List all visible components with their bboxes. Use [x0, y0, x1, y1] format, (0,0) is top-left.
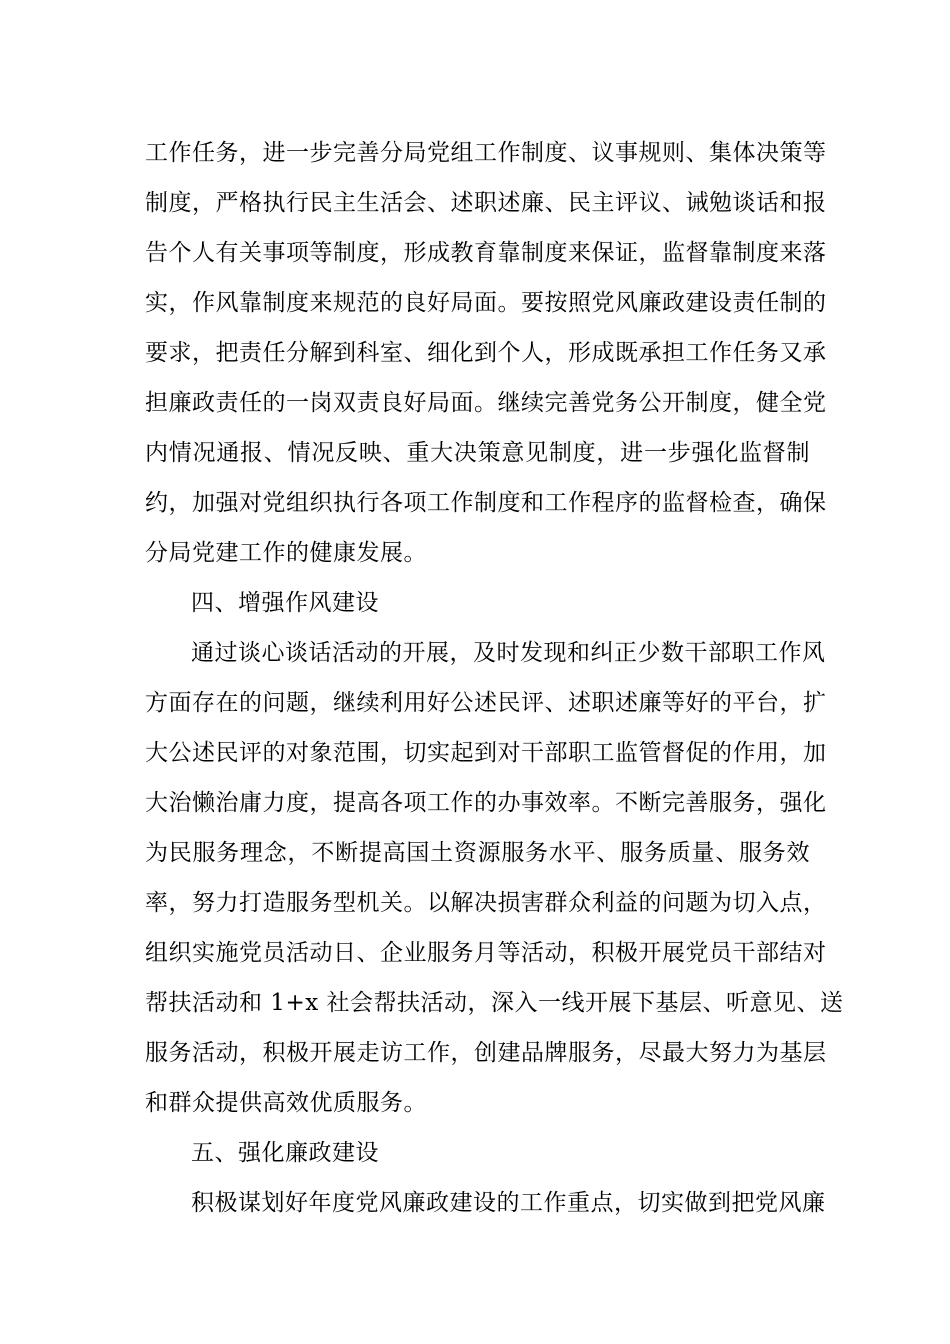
- text-line: 服务活动，积极开展走访工作，创建品牌服务，尽最大努力为基层: [145, 1040, 827, 1066]
- text-line: 组织实施党员活动日、企业服务月等活动，积极开展党员干部结对: [145, 940, 827, 966]
- text-line: 制度，严格执行民主生活会、述职述廉、民主评议、诫勉谈话和报: [145, 190, 827, 216]
- section-heading: 四、增强作风建设: [191, 590, 379, 616]
- text-line: 担廉政责任的一岗双责良好局面。继续完善党务公开制度，健全党: [145, 390, 827, 416]
- text-line: 实，作风靠制度来规范的良好局面。要按照党风廉政建设责任制的: [145, 290, 827, 316]
- section-heading: 五、强化廉政建设: [191, 1140, 379, 1166]
- text-line: 工作任务，进一步完善分局党组工作制度、议事规则、集体决策等: [145, 140, 827, 166]
- text-line: 要求，把责任分解到科室、细化到个人，形成既承担工作任务又承: [145, 340, 827, 366]
- text-line: 为民服务理念，不断提高国土资源服务水平、服务质量、服务效: [145, 840, 810, 866]
- text-line: 内情况通报、情况反映、重大决策意见制度，进一步强化监督制: [145, 440, 810, 466]
- text-line: 通过谈心谈话活动的开展，及时发现和纠正少数干部职工作风: [191, 640, 826, 666]
- text-line: 大公述民评的对象范围，切实起到对干部职工监管督促的作用，加: [145, 740, 827, 766]
- text-line: 方面存在的问题，继续利用好公述民评、述职述廉等好的平台，扩: [145, 690, 827, 716]
- text-line: 积极谋划好年度党风廉政建设的工作重点，切实做到把党风廉: [191, 1190, 826, 1216]
- text-line: 和群众提供高效优质服务。: [145, 1090, 427, 1116]
- text-line: 大治懒治庸力度，提高各项工作的办事效率。不断完善服务，强化: [145, 790, 827, 816]
- text-line: 分局党建工作的健康发展。: [145, 540, 427, 566]
- text-line: 告个人有关事项等制度，形成教育靠制度来保证，监督靠制度来落: [145, 240, 827, 266]
- body-text: [145, 128, 844, 1228]
- text-line: 帮扶活动和 1+x 社会帮扶活动，深入一线开展下基层、听意见、送: [145, 990, 844, 1016]
- text-line: 率，努力打造服务型机关。以解决损害群众利益的问题为切入点，: [145, 890, 827, 916]
- text-line: 约，加强对党组织执行各项工作制度和工作程序的监督检查，确保: [145, 490, 827, 516]
